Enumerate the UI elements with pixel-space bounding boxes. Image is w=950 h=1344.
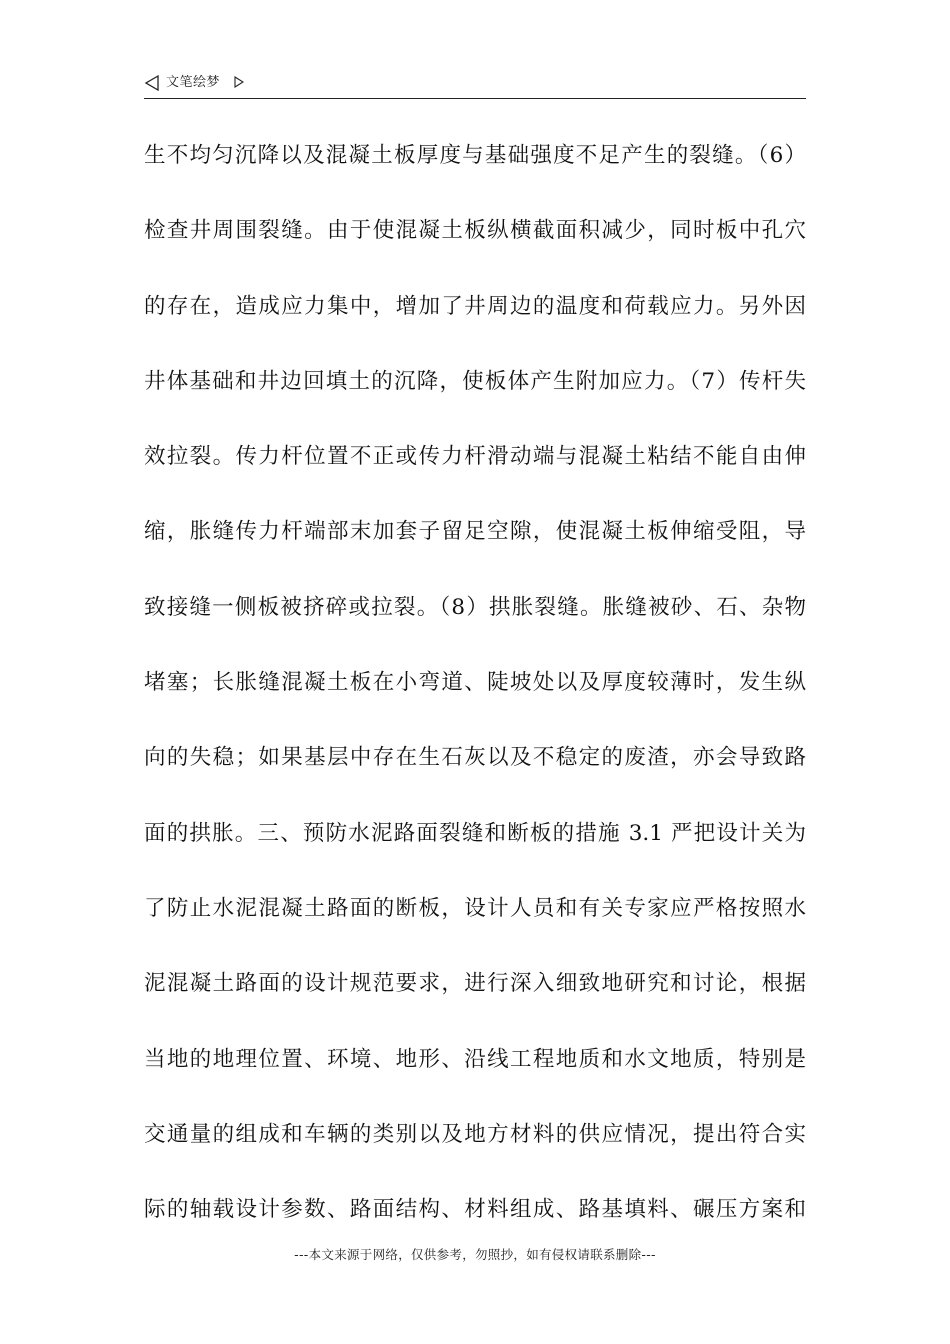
header-brand: 文笔绘梦 [166, 75, 221, 90]
body-line: 缩，胀缝传力杆端部末加套子留足空隙，使混凝土板伸缩受阻，导 [144, 519, 806, 545]
body-line: 检查井周围裂缝。由于使混凝土板纵横截面积减少，同时板中孔穴 [144, 218, 806, 244]
document-body [144, 118, 806, 1247]
body-line: 生不均匀沉降以及混凝土板厚度与基础强度不足产生的裂缝。（6） [144, 143, 806, 168]
body-line: 当地的地理位置、环境、地形、沿线工程地质和水文地质，特别是 [144, 1046, 806, 1072]
body-line: 效拉裂。传力杆位置不正或传力杆滑动端与混凝土粘结不能自由伸 [144, 444, 806, 470]
body-line: 的存在，造成应力集中，增加了井周边的温度和荷载应力。另外因 [144, 293, 806, 319]
body-line: 致接缝一侧板被挤碎或拉裂。（8）拱胀裂缝。胀缝被砂、石、杂物 [144, 594, 806, 620]
body-line: 交通量的组成和车辆的类别以及地方材料的供应情况，提出符合实 [144, 1121, 806, 1147]
body-line: 际的轴载设计参数、路面结构、材料组成、路基填料、碾压方案和 [144, 1197, 806, 1223]
body-line: 了防止水泥混凝土路面的断板，设计人员和有关专家应严格按照水 [144, 895, 806, 921]
page-footer-notice: ---本文来源于网络，仅供参考，勿照抄，如有侵权请联系删除--- [294, 1247, 656, 1262]
body-line: 向的失稳；如果基层中存在生石灰以及不稳定的废渣，亦会导致路 [144, 745, 806, 771]
body-line: 井体基础和井边回填土的沉降，使板体产生附加应力。（7）传杆失 [144, 368, 806, 394]
triangle-left-icon [144, 75, 160, 91]
page-header [144, 72, 806, 99]
triangle-right-icon [234, 76, 244, 88]
body-line: 泥混凝土路面的设计规范要求，进行深入细致地研究和讨论，根据 [144, 971, 806, 997]
body-line: 面的拱胀。三、预防水泥路面裂缝和断板的措施 3.1 严把设计关为 [144, 820, 806, 846]
body-line: 堵塞；长胀缝混凝土板在小弯道、陡坡处以及厚度较薄时，发生纵 [144, 670, 806, 696]
